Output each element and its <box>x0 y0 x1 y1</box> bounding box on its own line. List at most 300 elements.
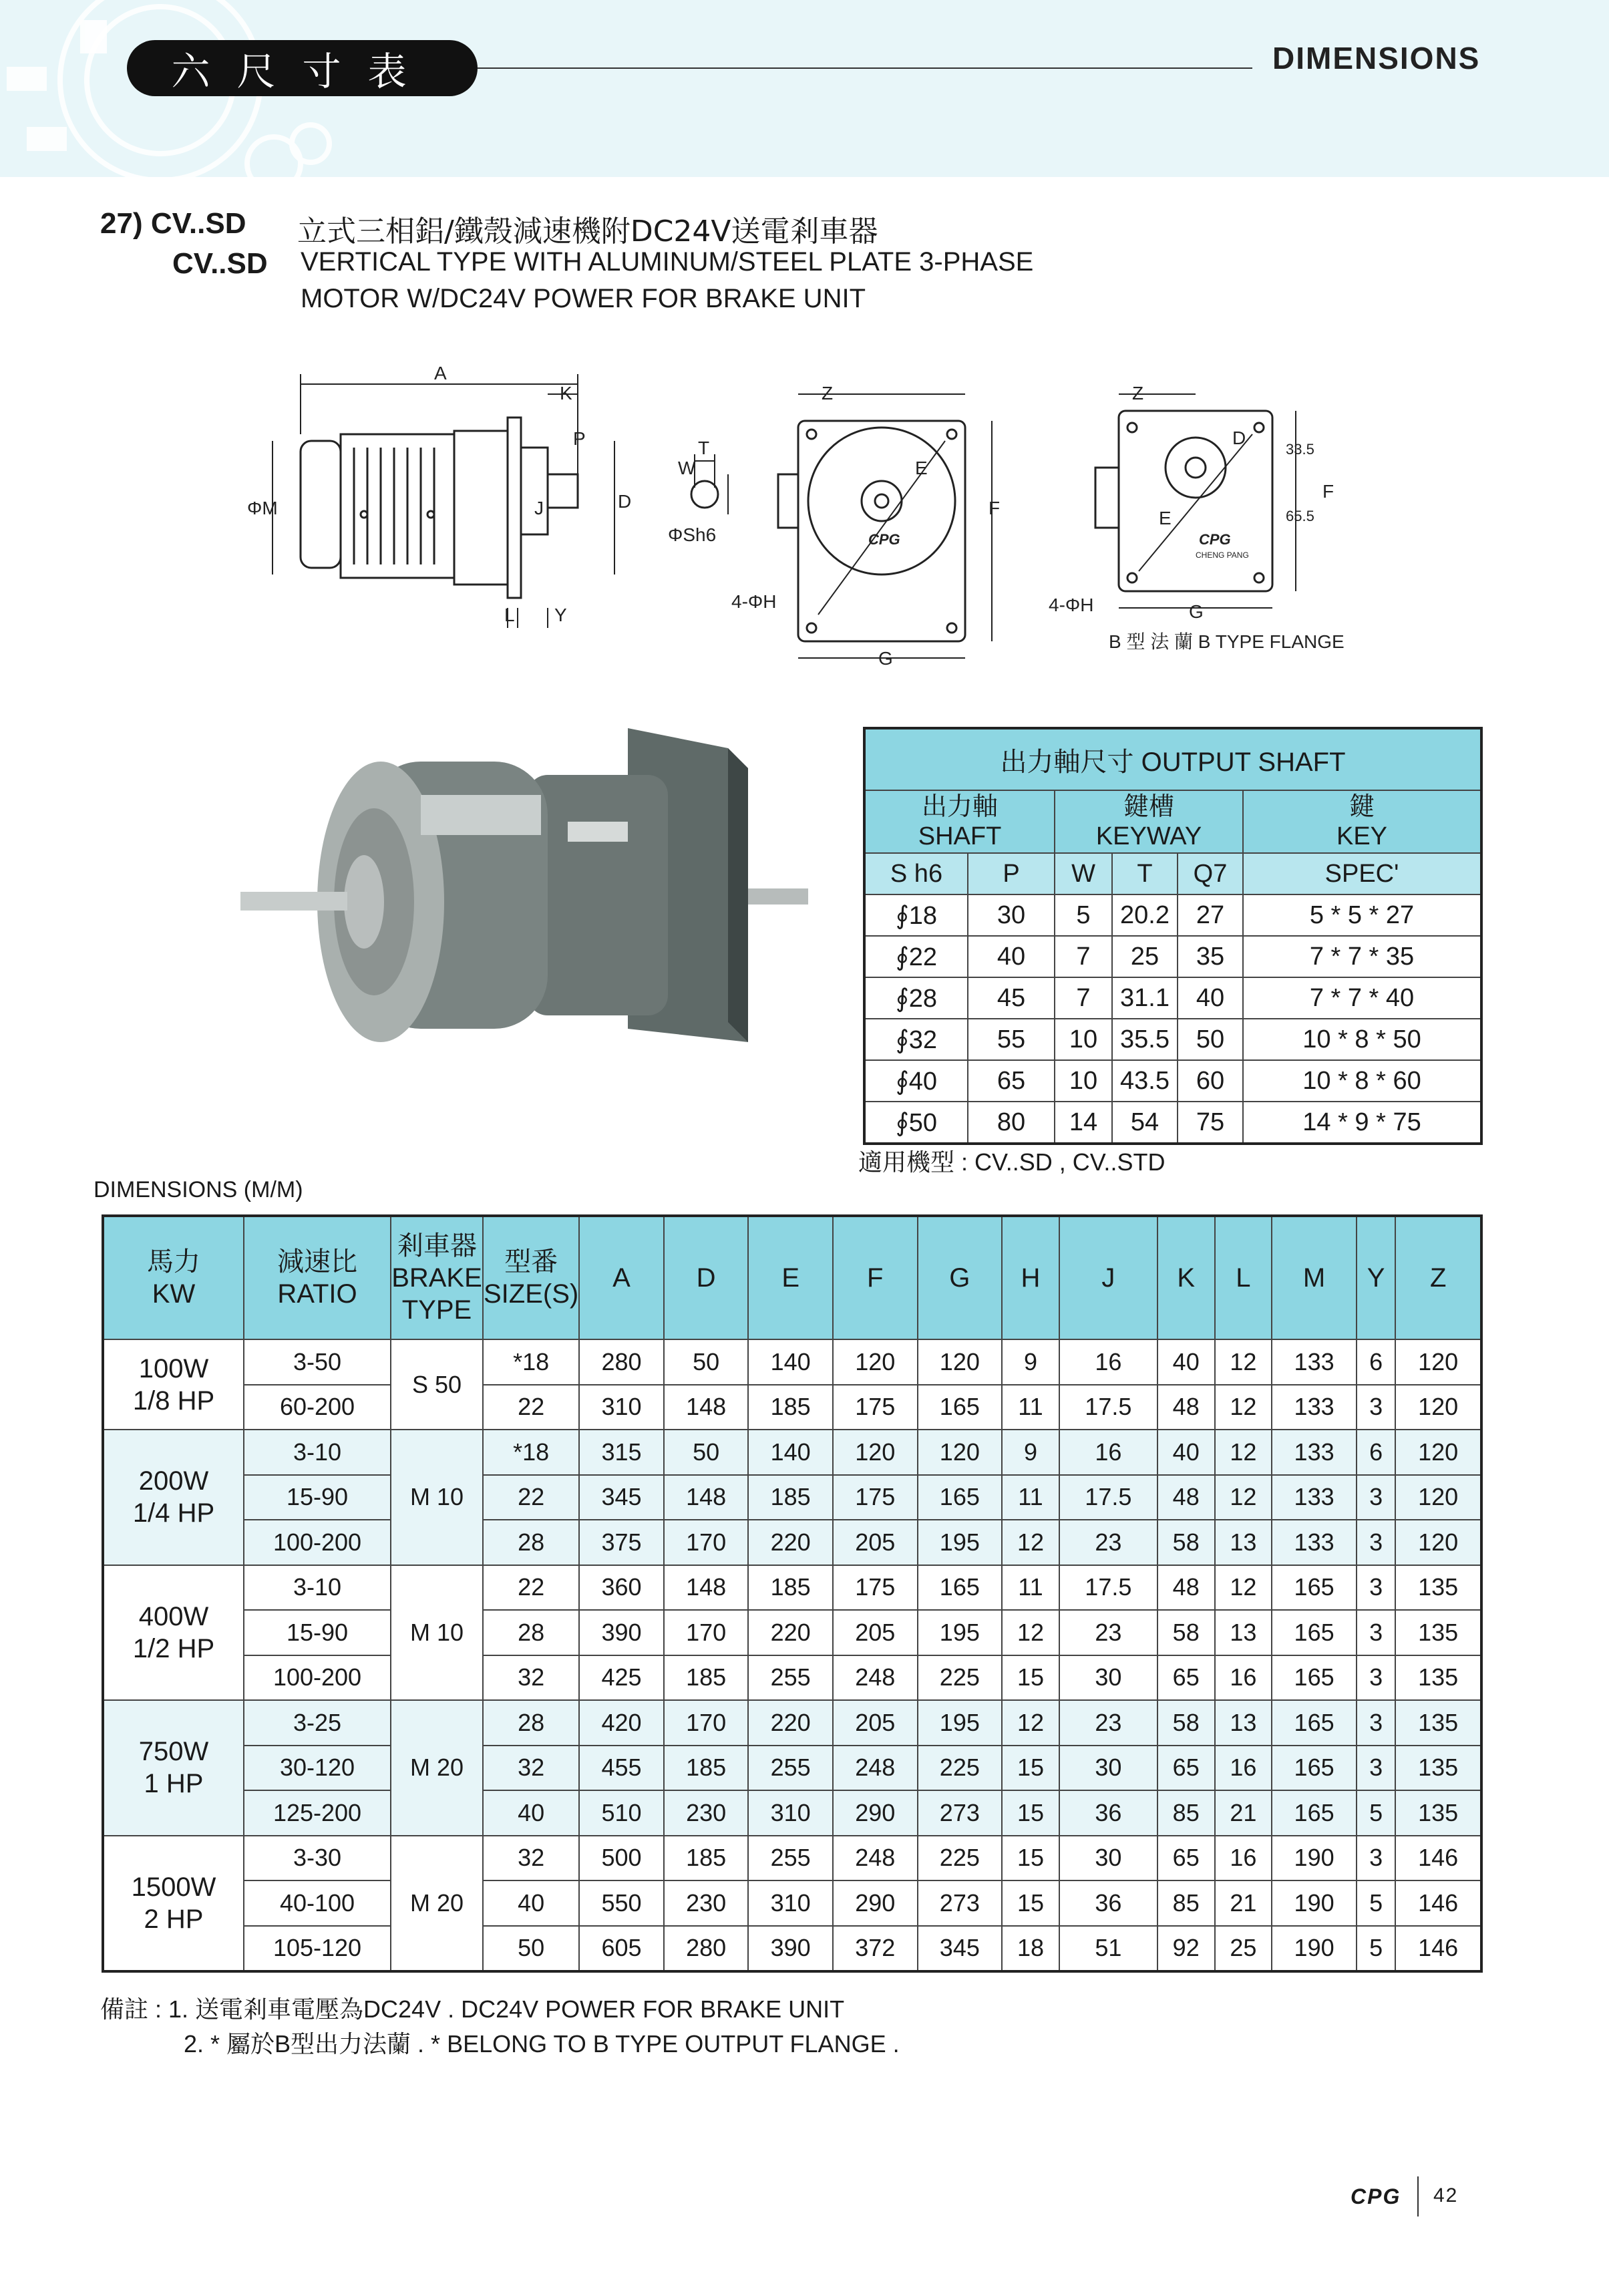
dimension-cell: 165 <box>1272 1700 1357 1746</box>
product-model: CV..SD <box>172 247 268 280</box>
dimension-cell: 21 <box>1215 1790 1272 1836</box>
dimension-cell: 185 <box>748 1385 833 1430</box>
dimension-cell: 9 <box>1002 1430 1059 1475</box>
header-brake: 剎車器 BRAKE TYPE <box>391 1216 483 1339</box>
dimension-cell: 16 <box>1215 1836 1272 1881</box>
size-cell: 22 <box>483 1565 579 1611</box>
dimension-cell: 165 <box>1272 1565 1357 1611</box>
output-shaft-rows <box>864 894 1481 1144</box>
header-col-k: K <box>1157 1216 1215 1339</box>
power-cell: 400W 1/2 HP <box>103 1565 244 1701</box>
table-row <box>103 1339 1481 1385</box>
product-title-en-1: VERTICAL TYPE WITH ALUMINUM/STEEL PLATE 3-PHASE <box>301 247 1034 277</box>
dimension-cell: 5 <box>1357 1790 1395 1836</box>
power-cell: 1500W 2 HP <box>103 1836 244 1972</box>
dimension-cell: 146 <box>1395 1926 1481 1972</box>
table-cell: 7 * 7 * 35 <box>1243 936 1481 977</box>
table-cell: ∮28 <box>864 977 968 1019</box>
label-g: G <box>878 648 893 668</box>
dimension-cell: 25 <box>1215 1926 1272 1972</box>
dimension-cell: 120 <box>918 1430 1003 1475</box>
table-cell: 7 <box>1055 977 1112 1019</box>
table-cell: 27 <box>1178 894 1243 936</box>
dimension-cell: 175 <box>833 1565 918 1611</box>
dimension-cell: 51 <box>1059 1926 1157 1972</box>
dimension-cell: 133 <box>1272 1339 1357 1385</box>
table-cell: 14 * 9 * 75 <box>1243 1102 1481 1144</box>
dimension-cell: 146 <box>1395 1836 1481 1881</box>
table-cell: 45 <box>968 977 1055 1019</box>
size-cell: 32 <box>483 1836 579 1881</box>
dimension-cell: 230 <box>664 1790 749 1836</box>
ratio-cell: 60-200 <box>244 1385 391 1430</box>
table-cell: 65 <box>968 1060 1055 1102</box>
label-m: ΦM <box>247 498 278 518</box>
group-keyway: 鍵槽 KEYWAY <box>1055 790 1243 853</box>
dimension-cell: 12 <box>1215 1565 1272 1611</box>
table-cell: 7 * 7 * 40 <box>1243 977 1481 1019</box>
dimension-cell: 48 <box>1157 1565 1215 1611</box>
technical-drawings <box>234 354 1369 668</box>
dimension-cell: 15 <box>1002 1836 1059 1881</box>
dimension-cell: 195 <box>918 1520 1003 1565</box>
dimension-cell: 12 <box>1002 1610 1059 1655</box>
dimension-cell: 345 <box>918 1926 1003 1972</box>
label-z2: Z <box>1132 383 1144 403</box>
dimension-cell: 16 <box>1215 1746 1272 1791</box>
applicable-models-note: 適用機型 : CV..SD , CV..STD <box>858 1148 1166 1176</box>
size-cell: 50 <box>483 1926 579 1972</box>
col-header: S h6 <box>864 853 968 894</box>
size-cell: 40 <box>483 1790 579 1836</box>
dimension-cell: 225 <box>918 1836 1003 1881</box>
dimension-cell: 190 <box>1272 1880 1357 1926</box>
table-cell: 75 <box>1178 1102 1243 1144</box>
dimension-cell: 11 <box>1002 1475 1059 1520</box>
flange-caption: B 型 法 蘭 B TYPE FLANGE <box>1109 631 1345 652</box>
dimension-cell: 315 <box>579 1430 664 1475</box>
dimension-cell: 120 <box>833 1430 918 1475</box>
brand-mark-flange: CPG <box>1199 531 1231 548</box>
table-row <box>103 1610 1481 1655</box>
table-cell: 35.5 <box>1112 1019 1178 1060</box>
dimension-cell: 140 <box>748 1339 833 1385</box>
dimension-cell: 50 <box>664 1339 749 1385</box>
label-h2: 4-ΦH <box>1049 595 1094 615</box>
dimension-cell: 195 <box>918 1610 1003 1655</box>
table-row <box>103 1520 1481 1565</box>
ratio-cell: 40-100 <box>244 1880 391 1926</box>
label-y: Y <box>554 605 567 625</box>
table-row <box>103 1385 1481 1430</box>
label-65-5: 65.5 <box>1286 508 1314 524</box>
table-row <box>864 894 1481 936</box>
dimension-cell: 165 <box>918 1475 1003 1520</box>
dimension-cell: 30 <box>1059 1655 1157 1701</box>
power-cell: 750W 1 HP <box>103 1700 244 1836</box>
dimension-cell: 48 <box>1157 1475 1215 1520</box>
dimension-cell: 11 <box>1002 1565 1059 1611</box>
dimensions-caption: DIMENSIONS (M/M) <box>94 1177 303 1202</box>
ratio-cell: 30-120 <box>244 1746 391 1791</box>
dimension-cell: 9 <box>1002 1339 1059 1385</box>
dimension-cell: 390 <box>748 1926 833 1972</box>
dimension-cell: 605 <box>579 1926 664 1972</box>
dimension-cell: 425 <box>579 1655 664 1701</box>
dimension-cell: 255 <box>748 1746 833 1791</box>
dimension-cell: 12 <box>1215 1475 1272 1520</box>
size-cell: 22 <box>483 1475 579 1520</box>
label-f2: F <box>1322 481 1334 502</box>
dimension-cell: 165 <box>1272 1610 1357 1655</box>
dimension-cell: 225 <box>918 1746 1003 1791</box>
power-cell: 100W 1/8 HP <box>103 1339 244 1430</box>
dimension-cell: 120 <box>1395 1385 1481 1430</box>
table-cell: 40 <box>1178 977 1243 1019</box>
dimension-cell: 15 <box>1002 1790 1059 1836</box>
dimension-cell: 17.5 <box>1059 1565 1157 1611</box>
label-d: D <box>618 491 632 512</box>
table-row <box>864 1060 1481 1102</box>
dimensions-table <box>102 1214 1483 1973</box>
dimension-cell: 455 <box>579 1746 664 1791</box>
table-row <box>103 1926 1481 1972</box>
dimension-cell: 273 <box>918 1790 1003 1836</box>
ratio-cell: 3-30 <box>244 1836 391 1881</box>
dimension-cell: 310 <box>579 1385 664 1430</box>
col-header: SPEC' <box>1243 853 1481 894</box>
dimension-cell: 220 <box>748 1610 833 1655</box>
brake-cell: M 20 <box>391 1836 483 1972</box>
dimension-cell: 135 <box>1395 1700 1481 1746</box>
header-col-h: H <box>1002 1216 1059 1339</box>
col-header: T <box>1112 853 1178 894</box>
size-cell: *18 <box>483 1339 579 1385</box>
table-row <box>864 1102 1481 1144</box>
label-33-5: 33.5 <box>1286 441 1314 458</box>
dimension-cell: 16 <box>1059 1339 1157 1385</box>
dimension-cell: 220 <box>748 1700 833 1746</box>
table-cell: 20.2 <box>1112 894 1178 936</box>
dimension-cell: 185 <box>748 1475 833 1520</box>
dimension-cell: 220 <box>748 1520 833 1565</box>
table-row <box>103 1880 1481 1926</box>
table-row <box>103 1430 1481 1475</box>
label-l: L <box>504 605 515 625</box>
dimension-cell: 12 <box>1002 1520 1059 1565</box>
table-row <box>864 977 1481 1019</box>
table-cell: 54 <box>1112 1102 1178 1144</box>
dimension-cell: 185 <box>664 1746 749 1791</box>
size-cell: 32 <box>483 1746 579 1791</box>
dimension-cell: 17.5 <box>1059 1475 1157 1520</box>
dimension-cell: 175 <box>833 1475 918 1520</box>
dimension-cell: 120 <box>1395 1339 1481 1385</box>
dimension-cell: 165 <box>1272 1655 1357 1701</box>
shaft-detail-drawing <box>691 454 728 514</box>
dimension-cell: 185 <box>664 1655 749 1701</box>
label-z: Z <box>822 383 834 403</box>
footer-divider <box>1417 2176 1419 2217</box>
brand-sub-flange: CHENG PANG <box>1196 550 1249 560</box>
dimension-cell: 65 <box>1157 1746 1215 1791</box>
label-e2: E <box>1159 508 1172 528</box>
size-cell: 22 <box>483 1385 579 1430</box>
dimension-cell: 345 <box>579 1475 664 1520</box>
size-cell: 28 <box>483 1610 579 1655</box>
size-cell: 40 <box>483 1880 579 1926</box>
col-header: P <box>968 853 1055 894</box>
dimension-cell: 13 <box>1215 1520 1272 1565</box>
dimension-cell: 48 <box>1157 1385 1215 1430</box>
label-t: T <box>698 438 710 458</box>
dimension-cell: 23 <box>1059 1700 1157 1746</box>
col-header: Q7 <box>1178 853 1243 894</box>
dimension-cell: 58 <box>1157 1610 1215 1655</box>
dimension-cell: 85 <box>1157 1880 1215 1926</box>
header-col-y: Y <box>1357 1216 1395 1339</box>
dimension-cell: 65 <box>1157 1655 1215 1701</box>
dimension-cell: 50 <box>664 1430 749 1475</box>
note-line-1: 備註 : 1. 送電剎車電壓為DC24V . DC24V POWER FOR BRAKE UNIT <box>100 1995 845 2023</box>
dimension-cell: 140 <box>748 1430 833 1475</box>
dimension-cell: 135 <box>1395 1746 1481 1791</box>
ratio-cell: 100-200 <box>244 1520 391 1565</box>
front-view-drawing <box>778 394 992 658</box>
dimension-cell: 205 <box>833 1700 918 1746</box>
dimension-cell: 170 <box>664 1520 749 1565</box>
dimension-cell: 23 <box>1059 1610 1157 1655</box>
dimension-cell: 133 <box>1272 1475 1357 1520</box>
table-row <box>103 1790 1481 1836</box>
dimension-cell: 500 <box>579 1836 664 1881</box>
dimension-cell: 40 <box>1157 1339 1215 1385</box>
gear-motor-photo <box>220 721 822 1096</box>
dimension-cell: 15 <box>1002 1880 1059 1926</box>
ratio-cell: 15-90 <box>244 1610 391 1655</box>
header-col-g: G <box>918 1216 1003 1339</box>
dimension-cell: 13 <box>1215 1610 1272 1655</box>
label-e: E <box>915 458 928 478</box>
table-cell: 14 <box>1055 1102 1112 1144</box>
table-cell: 31.1 <box>1112 977 1178 1019</box>
dimension-cell: 205 <box>833 1520 918 1565</box>
dimension-cell: 120 <box>1395 1520 1481 1565</box>
dimension-cell: 21 <box>1215 1880 1272 1926</box>
dimension-cell: 375 <box>579 1520 664 1565</box>
size-cell: 32 <box>483 1655 579 1701</box>
table-row <box>103 1700 1481 1746</box>
group-shaft: 出力軸 SHAFT <box>864 790 1055 853</box>
dimension-cell: 195 <box>918 1700 1003 1746</box>
dimension-cell: 135 <box>1395 1610 1481 1655</box>
label-f: F <box>989 498 1001 518</box>
product-title-en-2: MOTOR W/DC24V POWER FOR BRAKE UNIT <box>301 284 866 313</box>
table-cell: 43.5 <box>1112 1060 1178 1102</box>
table-cell: 50 <box>1178 1019 1243 1060</box>
dimension-cell: 190 <box>1272 1926 1357 1972</box>
dimension-cell: 6 <box>1357 1339 1395 1385</box>
label-w: W <box>678 458 696 478</box>
ratio-cell: 105-120 <box>244 1926 391 1972</box>
dimension-cell: 390 <box>579 1610 664 1655</box>
dimension-cell: 170 <box>664 1610 749 1655</box>
dimension-cell: 225 <box>918 1655 1003 1701</box>
table-cell: 30 <box>968 894 1055 936</box>
dimension-cell: 255 <box>748 1655 833 1701</box>
dimension-cell: 40 <box>1157 1430 1215 1475</box>
dimension-cell: 310 <box>748 1790 833 1836</box>
dimension-cell: 248 <box>833 1746 918 1791</box>
side-view-drawing <box>273 374 614 628</box>
brake-cell: M 20 <box>391 1700 483 1836</box>
dimension-cell: 5 <box>1357 1926 1395 1972</box>
header-size: 型番 SIZE(S) <box>483 1216 579 1339</box>
table-row <box>103 1475 1481 1520</box>
dimension-cell: 133 <box>1272 1520 1357 1565</box>
dimension-cell: 3 <box>1357 1746 1395 1791</box>
dimension-cell: 12 <box>1215 1385 1272 1430</box>
brake-cell: M 10 <box>391 1430 483 1565</box>
header-col-m: M <box>1272 1216 1357 1339</box>
dimension-cell: 135 <box>1395 1565 1481 1611</box>
table-cell: ∮50 <box>864 1102 968 1144</box>
header-col-a: A <box>579 1216 664 1339</box>
dimension-cell: 185 <box>748 1565 833 1611</box>
dimension-cell: 12 <box>1215 1430 1272 1475</box>
dimension-cell: 135 <box>1395 1655 1481 1701</box>
dimension-cell: 11 <box>1002 1385 1059 1430</box>
output-shaft-table <box>863 727 1483 1145</box>
header-col-j: J <box>1059 1216 1157 1339</box>
dimension-cell: 135 <box>1395 1790 1481 1836</box>
table-cell: 5 * 5 * 27 <box>1243 894 1481 936</box>
ratio-cell: 3-10 <box>244 1565 391 1611</box>
table-cell: 55 <box>968 1019 1055 1060</box>
header-ratio: 減速比 RATIO <box>244 1216 391 1339</box>
power-cell: 200W 1/4 HP <box>103 1430 244 1565</box>
ratio-cell: 15-90 <box>244 1475 391 1520</box>
dimension-cell: 65 <box>1157 1836 1215 1881</box>
note-line-2: 2. * 屬於B型出力法蘭 . * BELONG TO B TYPE OUTPUT FLANGE . <box>184 2030 900 2058</box>
table-cell: 10 <box>1055 1060 1112 1102</box>
dimension-cell: 30 <box>1059 1746 1157 1791</box>
table-cell: 5 <box>1055 894 1112 936</box>
ratio-cell: 100-200 <box>244 1655 391 1701</box>
col-header: W <box>1055 853 1112 894</box>
header-col-l: L <box>1215 1216 1272 1339</box>
header-power: 馬力 KW <box>103 1216 244 1339</box>
size-cell: 28 <box>483 1700 579 1746</box>
dimension-cell: 248 <box>833 1655 918 1701</box>
dimension-cell: 170 <box>664 1700 749 1746</box>
dimension-cell: 17.5 <box>1059 1385 1157 1430</box>
section-label: 六尺寸表 <box>127 40 478 96</box>
ratio-cell: 3-10 <box>244 1430 391 1475</box>
dimension-cell: 92 <box>1157 1926 1215 1972</box>
table-row <box>864 936 1481 977</box>
table-cell: 35 <box>1178 936 1243 977</box>
label-k: K <box>560 383 572 403</box>
dimension-cell: 165 <box>1272 1790 1357 1836</box>
dimension-cell: 148 <box>664 1385 749 1430</box>
label-sh6: ΦSh6 <box>668 524 717 545</box>
dimension-cell: 13 <box>1215 1700 1272 1746</box>
size-cell: 28 <box>483 1520 579 1565</box>
product-number: 27) CV..SD <box>100 207 246 240</box>
table-cell: 80 <box>968 1102 1055 1144</box>
brake-cell: S 50 <box>391 1339 483 1430</box>
dimension-cell: 205 <box>833 1610 918 1655</box>
table-row <box>103 1565 1481 1611</box>
dimension-cell: 16 <box>1215 1655 1272 1701</box>
table-cell: ∮40 <box>864 1060 968 1102</box>
dimension-cell: 550 <box>579 1880 664 1926</box>
dimension-cell: 185 <box>664 1836 749 1881</box>
dimension-cell: 85 <box>1157 1790 1215 1836</box>
label-p: P <box>573 428 586 449</box>
dimension-cell: 30 <box>1059 1836 1157 1881</box>
table-cell: 10 * 8 * 50 <box>1243 1019 1481 1060</box>
dimension-cell: 165 <box>918 1385 1003 1430</box>
dimension-cell: 420 <box>579 1700 664 1746</box>
group-key: 鍵 KEY <box>1243 790 1481 853</box>
footer-brand: CPG <box>1351 2184 1401 2208</box>
dimension-cell: 255 <box>748 1836 833 1881</box>
dimension-cell: 12 <box>1215 1339 1272 1385</box>
dimension-cell: 3 <box>1357 1836 1395 1881</box>
dimension-cell: 280 <box>664 1926 749 1972</box>
dimension-cell: 165 <box>1272 1746 1357 1791</box>
dimension-cell: 18 <box>1002 1926 1059 1972</box>
dimension-cell: 36 <box>1059 1880 1157 1926</box>
dimension-cell: 360 <box>579 1565 664 1611</box>
dimension-cell: 120 <box>1395 1430 1481 1475</box>
dimension-cell: 120 <box>1395 1475 1481 1520</box>
dimension-cell: 3 <box>1357 1475 1395 1520</box>
dimension-cell: 23 <box>1059 1520 1157 1565</box>
dimension-cell: 36 <box>1059 1790 1157 1836</box>
table-cell: 10 * 8 * 60 <box>1243 1060 1481 1102</box>
dimension-cell: 15 <box>1002 1655 1059 1701</box>
size-cell: *18 <box>483 1430 579 1475</box>
dimension-cell: 5 <box>1357 1880 1395 1926</box>
dimension-cell: 248 <box>833 1836 918 1881</box>
label-d2: D <box>1232 428 1246 448</box>
header-col-e: E <box>748 1216 833 1339</box>
page-number: 42 <box>1433 2184 1459 2206</box>
dimension-cell: 133 <box>1272 1385 1357 1430</box>
ratio-cell: 125-200 <box>244 1790 391 1836</box>
table-row <box>864 1019 1481 1060</box>
brake-cell: M 10 <box>391 1565 483 1701</box>
header-col-f: F <box>833 1216 918 1339</box>
dimension-cell: 3 <box>1357 1655 1395 1701</box>
ratio-cell: 3-50 <box>244 1339 391 1385</box>
dimension-cell: 310 <box>748 1880 833 1926</box>
dimension-cell: 175 <box>833 1385 918 1430</box>
dimension-cell: 148 <box>664 1565 749 1611</box>
b-flange-drawing <box>1095 394 1296 608</box>
dimension-cell: 58 <box>1157 1700 1215 1746</box>
ratio-cell: 3-25 <box>244 1700 391 1746</box>
dimensions-rows <box>103 1339 1481 1971</box>
dimension-cell: 120 <box>833 1339 918 1385</box>
dimension-cell: 6 <box>1357 1430 1395 1475</box>
header-col-d: D <box>664 1216 749 1339</box>
table-cell: ∮22 <box>864 936 968 977</box>
table-cell: ∮32 <box>864 1019 968 1060</box>
